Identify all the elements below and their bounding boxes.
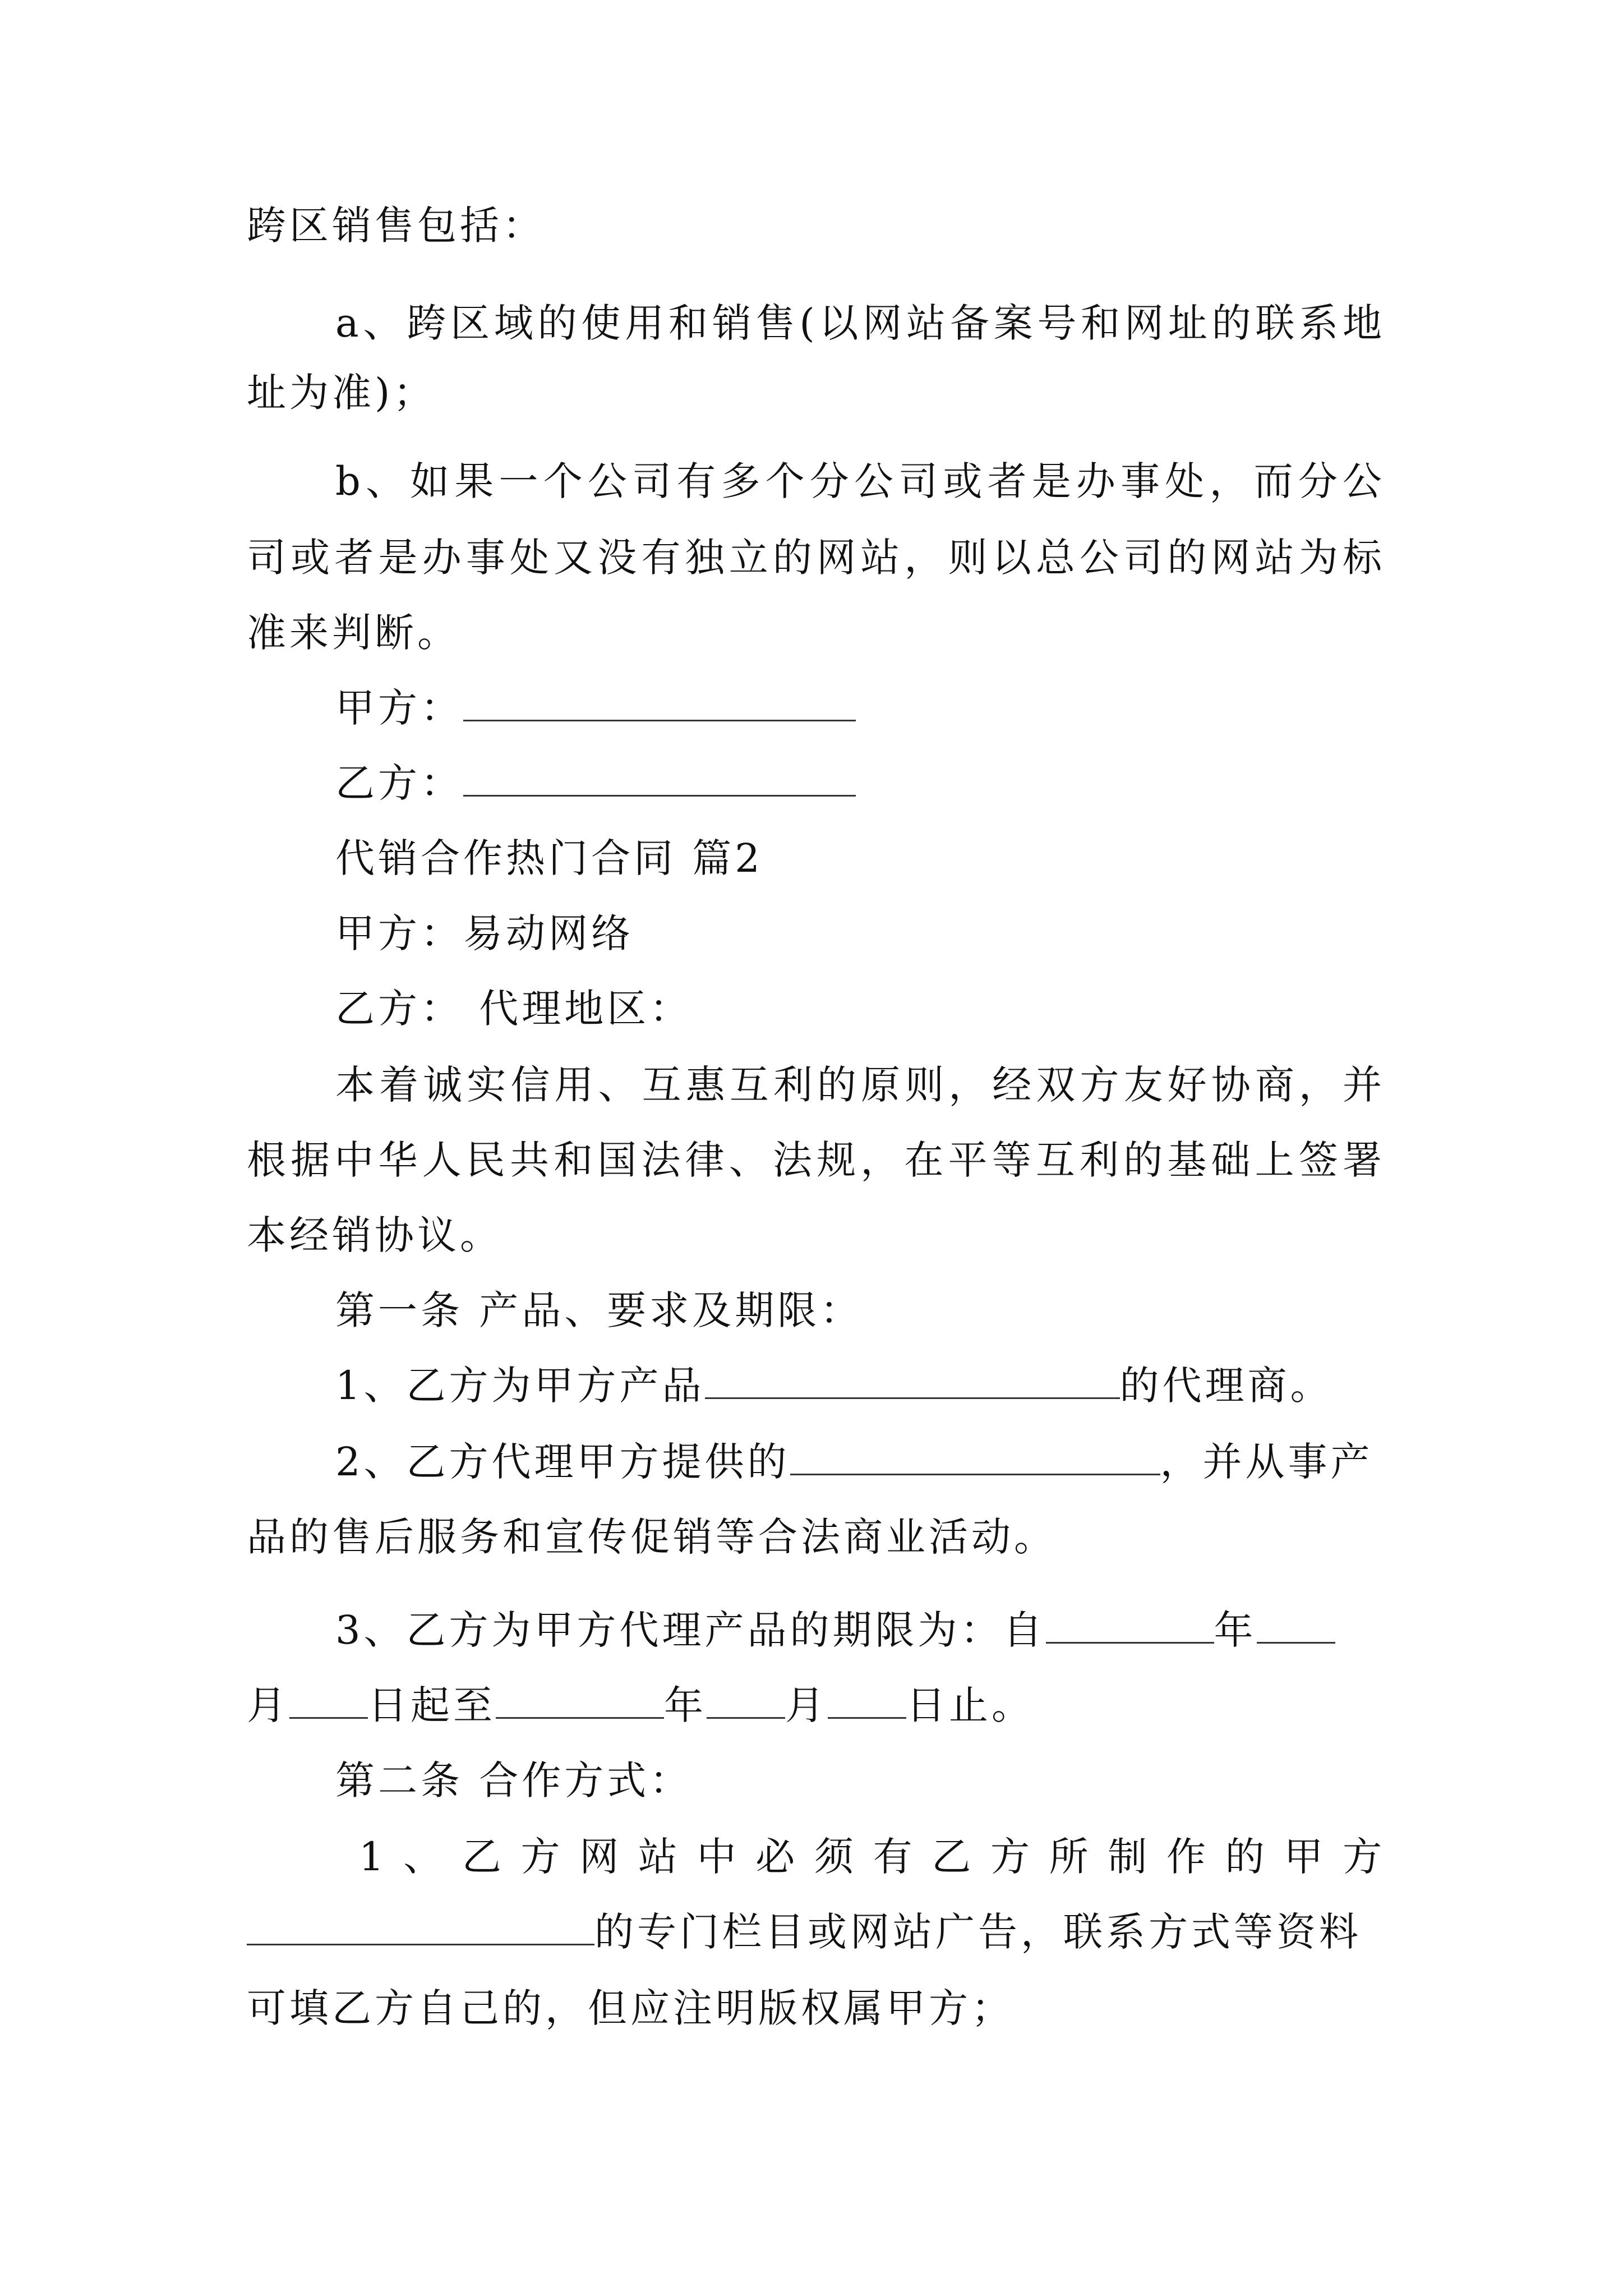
- signature-line-party-b: [335, 755, 1385, 811]
- fill-blank: [790, 1434, 1160, 1475]
- fill-blank: [289, 1678, 368, 1719]
- article-heading: 第二条 合作方式：: [335, 1757, 693, 1803]
- paragraph-line: [335, 1602, 1385, 1658]
- paragraph-line: 准来判断。: [247, 610, 460, 656]
- party-b-label: 乙方：: [335, 760, 463, 806]
- text-segment: 1、乙方为甲方产品: [335, 1363, 705, 1409]
- paragraph-line: [335, 1358, 1385, 1414]
- paragraph-line: [247, 1904, 1385, 1960]
- party-a-label: 甲方：: [335, 685, 463, 731]
- text-segment: 日止。: [906, 1682, 1034, 1728]
- paragraph-line: 址为准)；: [247, 370, 436, 416]
- paragraph-line: b、如果一个公司有多个分公司或者是办事处，而分公: [335, 458, 1385, 504]
- text-segment: 日起至: [368, 1682, 496, 1728]
- paragraph-line: 品的售后服务和宣传促销等合法商业活动。: [247, 1514, 1057, 1560]
- fill-blank: [707, 1678, 785, 1719]
- paragraph-line: 本经销协议。: [247, 1212, 502, 1258]
- text-segment: 2、乙方代理甲方提供的: [335, 1439, 790, 1485]
- fill-blank: [247, 1904, 594, 1945]
- text-segment: 月: [247, 1682, 289, 1728]
- paragraph-line: 甲方：易动网络: [335, 910, 634, 956]
- text-segment: 年: [664, 1682, 707, 1728]
- paragraph-line: 司或者是办事处又没有独立的网站，则以总公司的网站为标: [247, 535, 1385, 581]
- paragraph-line: [335, 1434, 1385, 1490]
- signature-blank: [463, 756, 856, 797]
- paragraph-line: 根据中华人民共和国法律、法规，在平等互利的基础上签署: [247, 1137, 1385, 1183]
- signature-blank: [463, 680, 856, 721]
- article-heading: 第一条 产品、要求及期限：: [335, 1287, 863, 1333]
- text-segment: ，并从事产: [1160, 1439, 1373, 1485]
- text-segment: 的专门栏目或网站广告，联系方式等资料: [594, 1909, 1362, 1955]
- paragraph-line: 乙方： 代理地区：: [335, 986, 693, 1032]
- paragraph-line: 1、乙方网站中必须有乙方所制作的甲方: [359, 1834, 1385, 1880]
- fill-blank: [705, 1358, 1120, 1399]
- fill-blank: [1257, 1603, 1335, 1644]
- paragraph-line: a、跨区域的使用和销售(以网站备案号和网址的联系地: [335, 300, 1385, 346]
- text-segment: 3、乙方为甲方代理产品的期限为：自: [335, 1607, 1046, 1653]
- fill-blank: [496, 1678, 664, 1719]
- signature-line-party-a: [335, 680, 1385, 736]
- text-segment: 的代理商。: [1119, 1363, 1333, 1409]
- paragraph-line: [247, 1677, 1385, 1733]
- fill-blank: [828, 1678, 906, 1719]
- paragraph-line: 可填乙方自己的，但应注明版权属甲方；: [247, 1985, 1014, 2031]
- text-segment: 年: [1214, 1607, 1257, 1653]
- text-segment: 月: [785, 1682, 828, 1728]
- fill-blank: [1046, 1603, 1214, 1644]
- paragraph-line: 本着诚实信用、互惠互利的原则，经双方友好协商，并: [335, 1062, 1385, 1108]
- paragraph-line: 跨区销售包括：: [247, 203, 545, 249]
- section-heading: 代销合作热门合同 篇2: [335, 835, 763, 881]
